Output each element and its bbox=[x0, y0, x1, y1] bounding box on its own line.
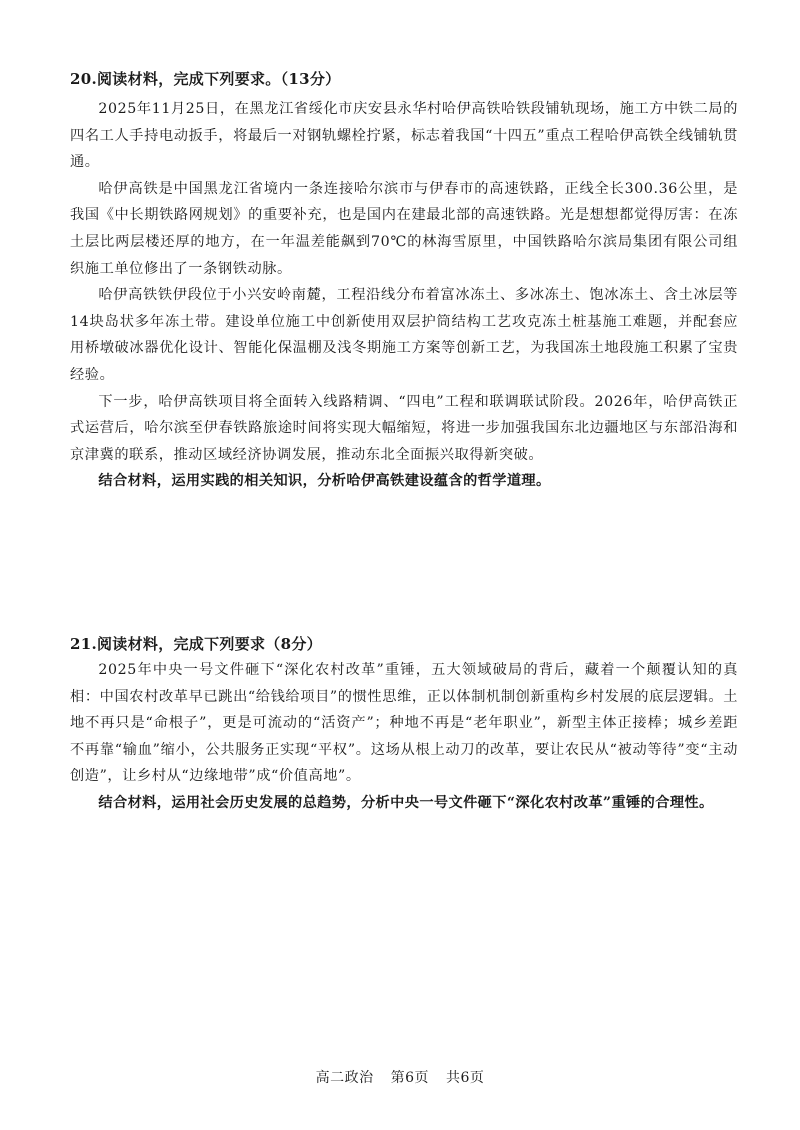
question-21 bbox=[70, 631, 738, 817]
question-20-paragraph-1: 2025年11月25日，在黑龙江省绥化市庆安县永华村哈伊高铁哈铁段铺轨现场，施工方中铁二局的四名工人手持电动扳手，将最后一对钢轨螺栓拧紧，标志着我国“十四五”重点工程哈伊高铁全线铺轨贯通。 bbox=[70, 101, 738, 171]
question-20-paragraph-3: 哈伊高铁铁伊段位于小兴安岭南麓，工程沿线分布着富冰冻土、多冰冻土、饱冰冻土、含土冰层等14块岛状多年冻土带。建设单位施工中创新使用双层护筒结构工艺攻克冻土桩基施工难题，并配套应用桥墩破冰器优化设计、智能化保温棚及浅冬期施工方案等创新工艺，为我国冻土地段施工积累了宝贵经验。 bbox=[70, 287, 738, 383]
footer-total-pages: 共6页 bbox=[445, 1070, 485, 1086]
question-20-task: 结合材料，运用实践的相关知识，分析哈伊高铁建设蕴含的哲学道理。 bbox=[98, 473, 551, 490]
question-20-paragraph-2: 哈伊高铁是中国黑龙江省境内一条连接哈尔滨市与伊春市的高速铁路，正线全长300.36公里，是我国《中长期铁路网规划》的重要补充，也是国内在建最北部的高速铁路。光是想想都觉得厉害：在冻土层比两层楼还厚的地方，在一年温差能飙到70℃的林海雪原里，中国铁路哈尔滨局集团有限公司组织施工单位修出了一条钢铁动脉。 bbox=[70, 180, 738, 277]
question-20-title: 20.阅读材料，完成下列要求。（13分） bbox=[70, 70, 341, 88]
footer-page-number: 第6页 bbox=[390, 1070, 429, 1086]
question-20 bbox=[70, 66, 738, 495]
page-footer bbox=[0, 1067, 800, 1087]
exam-page bbox=[70, 66, 738, 816]
question-21-paragraph-1: 2025年中央一号文件砸下“深化农村改革”重锤，五大领域破局的背后，藏着一个颠覆认知的真相：中国农村改革早已跳出“给钱给项目”的惯性思维，正以体制机制创新重构乡村发展的底层逻辑。土地不再只是“命根子”，更是可流动的“活资产”；种地不再是“老年职业”，新型主体正接棒；城乡差距不再靠“输血”缩小，公共服务正实现“平权”。这场从根上动刀的改革，要让农民从“被动等待”变“主动创造”，让乡村从“边缘地带”成“价值高地”。 bbox=[70, 661, 738, 785]
answer-space bbox=[70, 495, 738, 625]
question-21-title: 21.阅读材料，完成下列要求（8分） bbox=[70, 634, 322, 653]
footer-subject: 高二政治 bbox=[315, 1070, 374, 1086]
question-21-task: 结合材料，运用社会历史发展的总趋势，分析中央一号文件砸下“深化农村改革”重锤的合理性。 bbox=[98, 794, 714, 811]
question-20-paragraph-4: 下一步，哈伊高铁项目将全面转入线路精调、“四电”工程和联调联试阶段。2026年，哈伊高铁正式运营后，哈尔滨至伊春铁路旅途时间将实现大幅缩短，将进一步加强我国东北边疆地区与东部沿海和京津冀的联系，推动区域经济协调发展，推动东北全面振兴取得新突破。 bbox=[70, 393, 738, 463]
